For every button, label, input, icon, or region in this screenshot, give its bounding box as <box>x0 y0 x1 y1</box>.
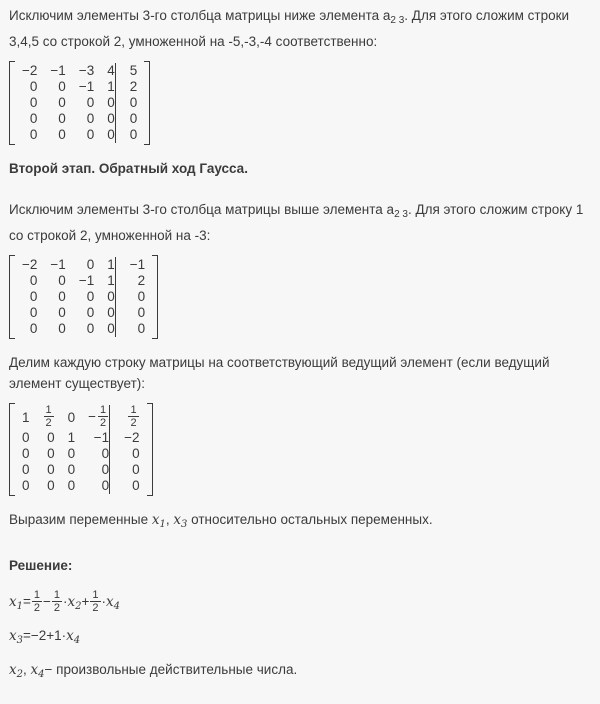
paragraph-free-variables <box>9 659 591 685</box>
matrix-cell: 4 <box>107 63 115 78</box>
matrix-cell: 0 <box>29 321 38 336</box>
variable-subscript: 3 <box>16 635 23 647</box>
variable-subscript: 1 <box>16 601 23 613</box>
matrix-cell: 0 <box>67 446 76 461</box>
text-run: · <box>63 594 68 610</box>
matrix-cell: 0 <box>22 430 30 445</box>
document <box>9 5 591 685</box>
formula-x3 <box>9 625 591 652</box>
variable-subscript: 1 <box>159 519 166 530</box>
variable-subscript: 3 <box>180 519 188 530</box>
variable-subscript: 4 <box>38 669 45 681</box>
variable-subscript: 4 <box>113 601 121 613</box>
variable: x <box>66 628 74 645</box>
matrix-left-bracket <box>9 403 15 496</box>
matrix-cell: 0 <box>29 305 38 320</box>
matrix-cell: 0 <box>86 321 95 336</box>
matrix-cell: 0 <box>115 305 151 321</box>
matrix-body <box>16 257 151 337</box>
matrix-left-bracket <box>9 61 15 145</box>
matrix-cell: 0 <box>86 305 95 320</box>
text-run: =−2+1· <box>23 628 67 644</box>
matrix-row <box>16 446 146 462</box>
matrix-cell: 0 <box>22 478 30 493</box>
subscript: 2 3 <box>390 15 405 26</box>
matrix-cell: 0 <box>29 273 38 288</box>
text-run: . Для этого сложим строку 1 со строкой 2, умноженной на -3: <box>9 202 584 243</box>
formula-x1 <box>9 590 591 618</box>
matrix-cell: 0 <box>47 430 55 445</box>
fraction-denominator: 2 <box>92 602 99 614</box>
fraction <box>32 589 42 614</box>
variable-subscript: 4 <box>73 635 81 647</box>
text-run: Делим каждую строку матрицы на соответствующий ведущий элемент (если ведущий элемент существует): <box>9 355 550 391</box>
matrix-cell: 0 <box>47 478 55 493</box>
matrix-cell: 0 <box>101 446 110 461</box>
matrix-row <box>16 111 143 127</box>
matrix-row <box>16 273 151 289</box>
matrix-row <box>16 405 146 430</box>
fraction <box>98 404 108 429</box>
paragraph-divide-rows <box>9 352 591 394</box>
fraction <box>90 589 100 614</box>
matrix-cell: 0 <box>101 462 110 477</box>
matrix-cell: 0 <box>86 127 95 142</box>
fraction <box>44 404 54 429</box>
matrix-cell: 0 <box>67 409 76 425</box>
matrix-after-forward-elimination <box>9 61 150 145</box>
fraction-numerator: 1 <box>53 589 61 601</box>
matrix-cell: 0 <box>86 289 95 304</box>
matrix-cell: 0 <box>107 321 115 336</box>
variable: x <box>30 662 39 679</box>
matrix-row <box>16 321 151 337</box>
heading-stage-two <box>9 158 591 179</box>
matrix-cell: 0 <box>86 257 95 272</box>
text-run: , <box>165 512 174 527</box>
matrix-cell: 0 <box>101 478 110 493</box>
matrix-row <box>16 63 143 79</box>
matrix-cell: −1 <box>78 79 95 94</box>
matrix-cell: 0 <box>115 127 144 143</box>
matrix-cell: −1 <box>78 273 95 288</box>
matrix-cell: 0 <box>58 127 66 142</box>
variable: x <box>67 594 76 611</box>
minus-sign: − <box>88 409 97 425</box>
matrix-cell: −1 <box>93 430 110 445</box>
variable: x <box>9 628 17 645</box>
matrix-cell: 1 <box>22 409 30 425</box>
matrix-row <box>16 289 151 305</box>
matrix-cell: 0 <box>115 289 151 305</box>
matrix-row <box>16 430 146 446</box>
matrix-cell: 0 <box>29 111 38 126</box>
fraction-numerator: 1 <box>100 404 107 416</box>
matrix-cell: −2 <box>22 63 38 78</box>
matrix-cell: −3 <box>78 63 95 78</box>
matrix-cell: 0 <box>58 273 66 288</box>
text-run: · <box>101 594 107 610</box>
matrix-row <box>16 127 143 143</box>
variable-subscript: 2 <box>75 601 82 613</box>
matrix-cell: 1 <box>67 430 76 445</box>
matrix-cell <box>75 405 109 430</box>
matrix-cell: 0 <box>58 321 66 336</box>
heading-solution <box>9 555 591 576</box>
matrix-row <box>16 79 143 95</box>
matrix-right-bracket <box>152 255 158 339</box>
variable: x <box>9 594 17 611</box>
matrix-cell <box>109 405 145 430</box>
text-run: относительно остальных переменных. <box>187 512 433 527</box>
text-run: − произвольные действительные числа. <box>44 662 298 678</box>
matrix-cell: 0 <box>58 95 66 110</box>
variable-subscript: 2 <box>16 669 23 681</box>
matrix-cell: 2 <box>115 273 151 289</box>
matrix-cell: 0 <box>22 462 30 477</box>
matrix-body <box>16 405 146 494</box>
matrix-cell: 0 <box>107 305 115 320</box>
fraction <box>128 404 138 429</box>
matrix-cell: −2 <box>22 257 38 272</box>
matrix-left-bracket <box>9 255 15 339</box>
matrix-after-backward-step <box>9 255 158 339</box>
matrix-cell: 0 <box>47 446 55 461</box>
matrix-right-bracket <box>147 403 153 496</box>
text-run: + <box>81 594 90 610</box>
text-run: , <box>23 662 31 678</box>
matrix-cell: 0 <box>109 462 145 478</box>
matrix-cell: 0 <box>29 95 38 110</box>
matrix-row <box>16 305 151 321</box>
matrix-cell: 0 <box>115 111 144 127</box>
matrix-cell: 0 <box>107 111 115 126</box>
matrix-cell: 0 <box>109 478 145 494</box>
matrix-cell: −2 <box>109 430 145 446</box>
matrix-cell: 0 <box>115 321 151 337</box>
fraction-numerator: 1 <box>92 589 99 601</box>
matrix-cell: 1 <box>107 257 115 272</box>
text-run: . Для этого сложим строки 3,4,5 со строкой 2, умноженной на -5,-3,-4 соответственно: <box>9 8 570 49</box>
fraction-numerator: 1 <box>130 404 137 416</box>
matrix-cell: 0 <box>47 462 55 477</box>
matrix-cell: 0 <box>107 127 115 142</box>
fraction-denominator: 2 <box>33 602 41 614</box>
matrix-cell: −1 <box>50 63 66 78</box>
matrix-normalized <box>9 403 153 496</box>
matrix-cell <box>30 405 55 430</box>
matrix-cell: 0 <box>67 462 76 477</box>
text-run: = <box>23 594 31 610</box>
matrix-cell: −1 <box>115 257 151 273</box>
matrix-cell: 5 <box>115 63 144 79</box>
text-run: Исключим элементы 3-го столбца матрицы ниже элемента a <box>9 8 391 23</box>
matrix-row <box>16 257 151 273</box>
matrix-cell: −1 <box>50 257 66 272</box>
matrix-cell: 0 <box>29 127 38 142</box>
variable: x <box>173 512 181 528</box>
fraction-denominator: 2 <box>130 417 137 429</box>
matrix-cell: 1 <box>107 79 115 94</box>
matrix-row <box>16 95 143 111</box>
matrix-cell: 0 <box>58 305 66 320</box>
fraction <box>52 589 62 614</box>
text-run: Исключим элементы 3-го столбца матрицы выше элемента a <box>9 202 395 217</box>
subscript: 2 3 <box>394 209 408 220</box>
paragraph-eliminate-above <box>9 199 591 246</box>
fraction-numerator: 1 <box>33 589 41 601</box>
paragraph-express-variables <box>9 509 591 535</box>
text-run: Выразим переменные <box>9 512 152 527</box>
matrix-row <box>16 462 146 478</box>
fraction-denominator: 2 <box>100 417 107 429</box>
fraction-denominator: 2 <box>45 417 52 429</box>
matrix-body <box>16 63 143 143</box>
matrix-cell: 0 <box>107 95 115 110</box>
matrix-cell: 0 <box>109 446 145 462</box>
text-run: − <box>43 594 51 610</box>
fraction-denominator: 2 <box>53 602 61 614</box>
matrix-cell: 0 <box>29 79 38 94</box>
variable: x <box>9 662 17 679</box>
matrix-cell: 0 <box>67 478 76 493</box>
matrix-cell: 2 <box>115 79 144 95</box>
fraction-numerator: 1 <box>45 404 52 416</box>
matrix-cell: 0 <box>22 446 30 461</box>
matrix-cell: 0 <box>58 111 66 126</box>
variable: x <box>151 512 160 528</box>
matrix-right-bracket <box>144 61 150 145</box>
matrix-cell: 0 <box>29 289 38 304</box>
text-run: Решение: <box>9 558 73 573</box>
paragraph-eliminate-below <box>9 5 591 52</box>
matrix-cell: 0 <box>107 289 115 304</box>
text-run: Второй этап. Обратный ход Гаусса. <box>9 161 248 176</box>
matrix-row <box>16 478 146 494</box>
matrix-cell: 1 <box>107 273 115 288</box>
matrix-cell: 0 <box>58 289 66 304</box>
matrix-cell: 0 <box>86 95 95 110</box>
matrix-cell: 0 <box>86 111 95 126</box>
matrix-cell: 0 <box>115 95 144 111</box>
variable: x <box>106 594 114 611</box>
matrix-cell: 0 <box>58 79 66 94</box>
